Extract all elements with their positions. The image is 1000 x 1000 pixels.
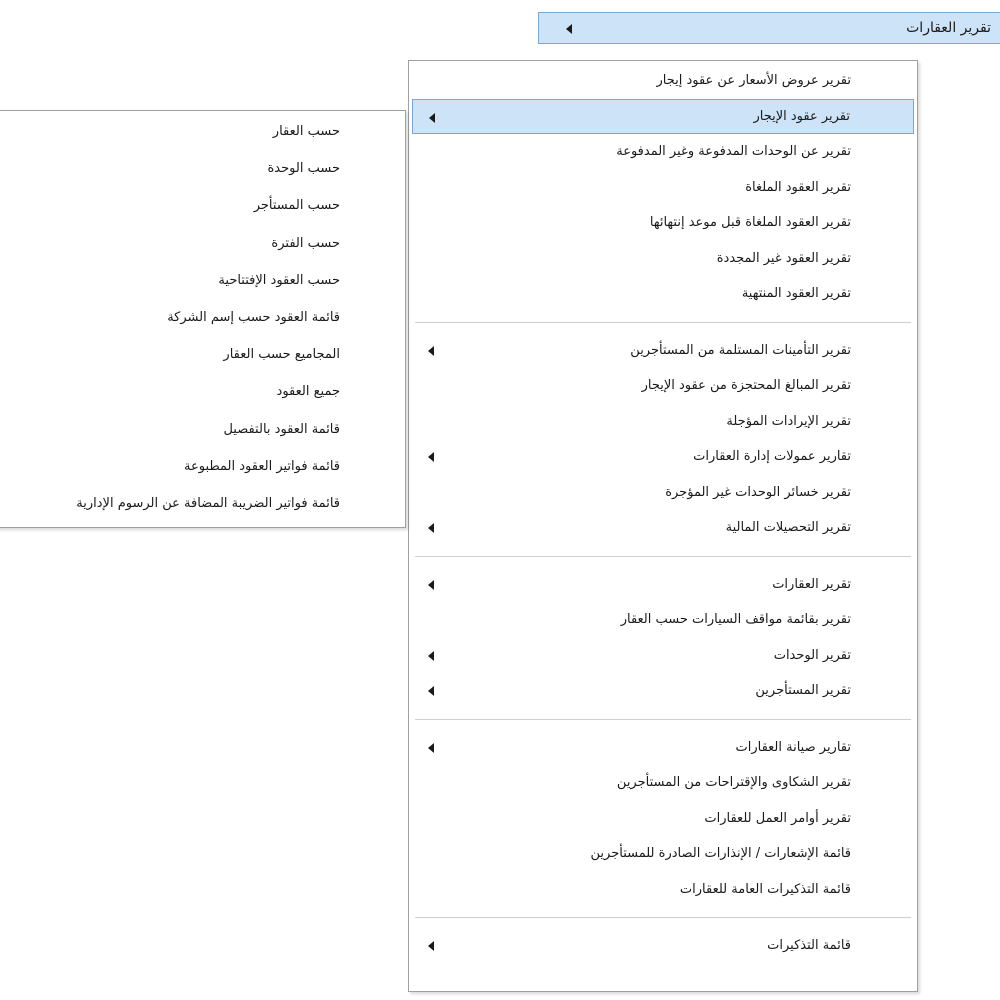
submenu-item-label: جميع العقود	[276, 384, 340, 400]
submenu-item-label: قائمة العقود حسب إسم الشركة	[167, 310, 340, 326]
menu-item[interactable]	[412, 801, 914, 837]
menu-item-label: تقرير الوحدات	[773, 647, 851, 663]
submenu-arrow-icon	[428, 651, 434, 661]
menu-item-label: تقرير العقارات	[906, 20, 991, 36]
menu-item[interactable]	[412, 205, 914, 241]
submenu-item[interactable]	[0, 187, 405, 224]
menu-item[interactable]	[412, 241, 914, 277]
submenu-item-label: حسب المستأجر	[253, 198, 340, 214]
submenu-arrow-icon	[566, 24, 572, 34]
menu-item-label: تقرير الشكاوى والإقتراحات من المستأجرين	[616, 775, 851, 791]
submenu-item[interactable]	[0, 411, 405, 448]
submenu-item-label: حسب العقود الإفتتاحية	[218, 272, 340, 288]
menu-item[interactable]	[412, 475, 914, 511]
submenu-item-label: قائمة فواتير الضريبة المضافة عن الرسوم الإدارية	[76, 495, 340, 511]
reports-submenu	[408, 60, 918, 992]
submenu-item-label: حسب الوحدة	[267, 161, 340, 177]
submenu-item[interactable]	[0, 373, 405, 410]
menu-item[interactable]	[412, 63, 914, 99]
menu-item-label: تقرير المبالغ المحتجزة من عقود الإيجار	[641, 378, 851, 394]
submenu-item-label: قائمة فواتير العقود المطبوعة	[184, 458, 340, 474]
menu-item[interactable]	[412, 765, 914, 801]
menu-item[interactable]	[412, 134, 914, 170]
menu-item[interactable]	[412, 170, 914, 206]
menu-item-label: تقرير المستأجرين	[755, 683, 851, 699]
submenu-item[interactable]	[0, 150, 405, 187]
menu-separator	[415, 556, 911, 557]
menu-item-label: قائمة التذكيرات	[767, 938, 851, 954]
menu-item-label: تقرير العقود المنتهية	[741, 286, 851, 302]
menu-item[interactable]	[412, 836, 914, 872]
menu-item-label: تقارير صيانة العقارات	[735, 739, 851, 755]
menu-item[interactable]	[412, 638, 914, 674]
menu-item-label: تقارير عمولات إدارة العقارات	[693, 449, 851, 465]
submenu-item-label: قائمة العقود بالتفصيل	[223, 421, 340, 437]
submenu-item[interactable]	[0, 225, 405, 262]
menu-item-label: تقرير التحصيلات المالية	[725, 520, 851, 536]
submenu-arrow-icon	[428, 452, 434, 462]
menu-item[interactable]	[412, 673, 914, 709]
menu-item[interactable]	[412, 567, 914, 603]
menu-item[interactable]	[412, 333, 914, 369]
menu-item-label: تقرير العقارات	[772, 576, 851, 592]
menu-separator	[415, 322, 911, 323]
menu-item[interactable]	[412, 928, 914, 964]
submenu-arrow-icon	[428, 743, 434, 753]
menu-item-label: تقرير الإيرادات المؤجلة	[726, 413, 851, 429]
menu-item-label: قائمة الإشعارات / الإنذارات الصادرة للمستأجرين	[590, 846, 851, 862]
menu-item-label: تقرير العقود غير المجددة	[716, 250, 851, 266]
menu-item[interactable]	[412, 602, 914, 638]
menu-separator	[415, 719, 911, 720]
menu-item[interactable]	[412, 730, 914, 766]
menu-item-label: تقرير العقود الملغاة	[745, 179, 851, 195]
submenu-item[interactable]	[0, 485, 405, 522]
submenu-item-label: حسب العقار	[272, 124, 340, 140]
submenu-item[interactable]	[0, 448, 405, 485]
submenu-arrow-icon	[428, 686, 434, 696]
menu-item-label: قائمة التذكيرات العامة للعقارات	[679, 881, 851, 897]
submenu-arrow-icon	[428, 523, 434, 533]
menu-item-label: تقرير خسائر الوحدات غير المؤجرة	[665, 484, 851, 500]
menu-item-label: تقرير أوامر العمل للعقارات	[704, 810, 851, 826]
submenu-item-label: المجاميع حسب العقار	[223, 347, 340, 363]
menu-item[interactable]	[412, 872, 914, 908]
menu-item-label: تقرير التأمينات المستلمة من المستأجرين	[630, 342, 851, 358]
menu-item[interactable]	[412, 276, 914, 312]
menu-item[interactable]	[412, 510, 914, 546]
menu-item[interactable]	[412, 99, 914, 135]
lease-contracts-submenu	[0, 110, 406, 528]
submenu-item[interactable]	[0, 299, 405, 336]
menu-item-label: تقرير العقود الملغاة قبل موعد إنتهائها	[649, 215, 851, 231]
menu-item-label: تقرير عن الوحدات المدفوعة وغير المدفوعة	[616, 144, 851, 160]
menu-item[interactable]	[412, 368, 914, 404]
menu-item[interactable]	[412, 404, 914, 440]
menu-item-property-reports[interactable]	[538, 12, 1000, 44]
submenu-item[interactable]	[0, 113, 405, 150]
submenu-arrow-icon	[428, 346, 434, 356]
submenu-arrow-icon	[428, 941, 434, 951]
menu-item-label: تقرير عروض الأسعار عن عقود إيجار	[656, 73, 851, 89]
submenu-item-label: حسب الفترة	[271, 235, 340, 251]
menu-item[interactable]	[412, 439, 914, 475]
submenu-arrow-icon	[428, 580, 434, 590]
menu-separator	[415, 917, 911, 918]
menu-item-label: تقرير عقود الإيجار	[753, 108, 850, 124]
submenu-arrow-icon	[429, 113, 435, 123]
submenu-item[interactable]	[0, 336, 405, 373]
menu-item-label: تقرير بقائمة مواقف السيارات حسب العقار	[620, 612, 851, 628]
submenu-item[interactable]	[0, 262, 405, 299]
